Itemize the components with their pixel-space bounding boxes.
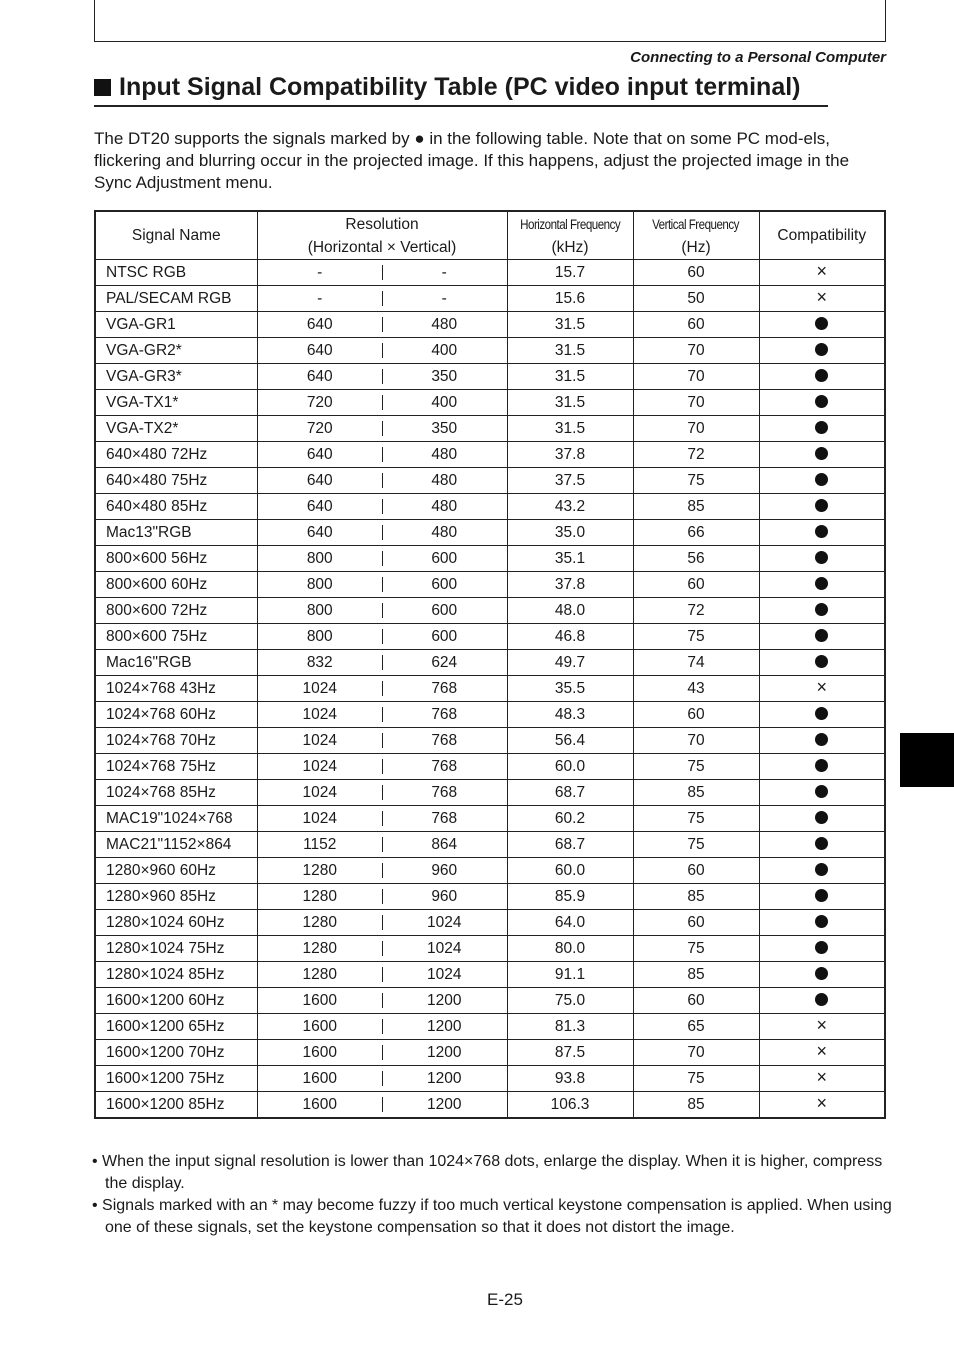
signal-compatibility-table [94, 210, 886, 1119]
horizontal-frequency-cell: 87.5 [507, 1040, 633, 1066]
compatible-dot-icon [815, 707, 828, 720]
vertical-resolution-cell: 768 [382, 780, 507, 806]
table-row [95, 390, 885, 416]
horizontal-frequency-cell: 46.8 [507, 624, 633, 650]
vertical-frequency-cell: 70 [633, 390, 759, 416]
signal-name-cell: 1024×768 43Hz [95, 676, 257, 702]
compatible-dot-icon [815, 629, 828, 642]
horizontal-resolution-cell: 800 [257, 598, 382, 624]
vertical-resolution-cell: 600 [382, 572, 507, 598]
hfreq-header-line2: (kHz) [551, 238, 589, 256]
table-row [95, 572, 885, 598]
compatibility-cell [759, 1092, 885, 1119]
compatibility-cell [759, 780, 885, 806]
compatibility-cell [759, 962, 885, 988]
signal-name-cell: 1600×1200 75Hz [95, 1066, 257, 1092]
vertical-frequency-cell: 75 [633, 468, 759, 494]
compatible-dot-icon [815, 915, 828, 928]
vertical-resolution-cell: 768 [382, 728, 507, 754]
table-row [95, 1014, 885, 1040]
horizontal-resolution-cell: 640 [257, 468, 382, 494]
table-row [95, 858, 885, 884]
vertical-frequency-cell: 75 [633, 806, 759, 832]
signal-name-cell: 1280×1024 85Hz [95, 962, 257, 988]
col-header-resolution [257, 211, 507, 260]
compatibility-cell [759, 468, 885, 494]
vertical-resolution-cell: 480 [382, 494, 507, 520]
signal-name-cell: 1600×1200 65Hz [95, 1014, 257, 1040]
intro-text-1: The DT20 supports the signals marked by [94, 129, 415, 148]
horizontal-resolution-cell: 640 [257, 338, 382, 364]
horizontal-frequency-cell: 15.7 [507, 260, 633, 286]
horizontal-frequency-cell: 43.2 [507, 494, 633, 520]
vertical-resolution-cell: 600 [382, 546, 507, 572]
compatibility-cell [759, 936, 885, 962]
horizontal-frequency-cell: 31.5 [507, 338, 633, 364]
horizontal-frequency-cell: 48.3 [507, 702, 633, 728]
table-row [95, 546, 885, 572]
signal-name-cell: 1280×1024 60Hz [95, 910, 257, 936]
table-row [95, 988, 885, 1014]
horizontal-resolution-cell: 1600 [257, 1066, 382, 1092]
signal-name-cell: 1024×768 60Hz [95, 702, 257, 728]
horizontal-frequency-cell: 60.2 [507, 806, 633, 832]
vertical-resolution-cell: 1200 [382, 1092, 507, 1119]
horizontal-frequency-cell: 80.0 [507, 936, 633, 962]
compatibility-cell [759, 702, 885, 728]
horizontal-frequency-cell: 68.7 [507, 780, 633, 806]
vertical-resolution-cell: 960 [382, 858, 507, 884]
compatibility-cell [759, 728, 885, 754]
footnotes [92, 1151, 892, 1239]
table-row [95, 598, 885, 624]
signal-name-cell: 1600×1200 60Hz [95, 988, 257, 1014]
vertical-frequency-cell: 60 [633, 702, 759, 728]
horizontal-resolution-cell: 1280 [257, 936, 382, 962]
horizontal-resolution-cell: 640 [257, 520, 382, 546]
horizontal-frequency-cell: 15.6 [507, 286, 633, 312]
compatible-dot-icon [815, 967, 828, 980]
compatibility-cell [759, 676, 885, 702]
signal-name-cell: PAL/SECAM RGB [95, 286, 257, 312]
compatibility-cell [759, 364, 885, 390]
horizontal-frequency-cell: 64.0 [507, 910, 633, 936]
horizontal-resolution-cell: 1600 [257, 1014, 382, 1040]
horizontal-frequency-cell: 37.8 [507, 442, 633, 468]
horizontal-resolution-cell: 1600 [257, 988, 382, 1014]
compatibility-cell [759, 910, 885, 936]
compatibility-cell [759, 520, 885, 546]
compatibility-cell [759, 286, 885, 312]
compatibility-cell [759, 260, 885, 286]
vertical-frequency-cell: 70 [633, 338, 759, 364]
vertical-resolution-cell: - [382, 260, 507, 286]
table-row [95, 416, 885, 442]
vertical-frequency-cell: 70 [633, 728, 759, 754]
compatible-dot-icon [815, 551, 828, 564]
horizontal-frequency-cell: 75.0 [507, 988, 633, 1014]
signal-name-cell: VGA-GR3* [95, 364, 257, 390]
table-row [95, 442, 885, 468]
horizontal-frequency-cell: 31.5 [507, 364, 633, 390]
footnote: • When the input signal resolution is lower than 1024×768 dots, enlarge the display. When it is higher, compress the display. [92, 1153, 883, 1192]
compatible-dot-icon [815, 889, 828, 902]
compatibility-cell [759, 312, 885, 338]
signal-name-cell: VGA-TX2* [95, 416, 257, 442]
incompatible-cross-icon: × [816, 260, 827, 281]
compatibility-cell [759, 1014, 885, 1040]
table-row [95, 806, 885, 832]
intro-paragraph [94, 128, 874, 194]
vertical-resolution-cell: 400 [382, 338, 507, 364]
table-row [95, 520, 885, 546]
compatibility-cell [759, 572, 885, 598]
horizontal-frequency-cell: 91.1 [507, 962, 633, 988]
compatible-dot-icon [815, 395, 828, 408]
compatible-dot-icon [815, 785, 828, 798]
horizontal-frequency-cell: 37.8 [507, 572, 633, 598]
signal-name-cell: 640×480 75Hz [95, 468, 257, 494]
compatibility-cell [759, 494, 885, 520]
square-bullet-icon [94, 79, 111, 96]
table-row [95, 754, 885, 780]
signal-name-cell: VGA-TX1* [95, 390, 257, 416]
vertical-frequency-cell: 75 [633, 936, 759, 962]
vertical-frequency-cell: 60 [633, 312, 759, 338]
vfreq-header-line1: Vertical Frequency [652, 216, 740, 232]
table-row [95, 676, 885, 702]
horizontal-resolution-cell: 640 [257, 494, 382, 520]
vertical-frequency-cell: 75 [633, 832, 759, 858]
vertical-resolution-cell: 600 [382, 598, 507, 624]
signal-name-cell: 1280×1024 75Hz [95, 936, 257, 962]
hfreq-header-line1: Horizontal Frequency [519, 216, 621, 232]
compatible-dot-icon [815, 863, 828, 876]
compatible-dot-icon [815, 499, 828, 512]
vertical-frequency-cell: 65 [633, 1014, 759, 1040]
vfreq-header-line2: (Hz) [681, 238, 711, 256]
resolution-header-line2: (Horizontal × Vertical) [307, 238, 457, 256]
vertical-frequency-cell: 50 [633, 286, 759, 312]
chapter-tab [900, 733, 954, 787]
horizontal-frequency-cell: 35.1 [507, 546, 633, 572]
vertical-resolution-cell: 768 [382, 806, 507, 832]
vertical-resolution-cell: 1200 [382, 988, 507, 1014]
horizontal-resolution-cell: 1024 [257, 806, 382, 832]
horizontal-resolution-cell: 1024 [257, 728, 382, 754]
horizontal-resolution-cell: 1600 [257, 1092, 382, 1119]
table-row [95, 1066, 885, 1092]
compatible-dot-icon [815, 837, 828, 850]
compatibility-cell [759, 884, 885, 910]
horizontal-resolution-cell: - [257, 286, 382, 312]
table-row [95, 286, 885, 312]
horizontal-resolution-cell: 640 [257, 364, 382, 390]
signal-name-cell: Mac13"RGB [95, 520, 257, 546]
signal-name-cell: 1024×768 70Hz [95, 728, 257, 754]
compatible-dot-icon [815, 655, 828, 668]
vertical-resolution-cell: 1200 [382, 1066, 507, 1092]
horizontal-resolution-cell: 1024 [257, 676, 382, 702]
vertical-resolution-cell: 768 [382, 702, 507, 728]
vertical-resolution-cell: 1024 [382, 936, 507, 962]
vertical-frequency-cell: 85 [633, 780, 759, 806]
vertical-frequency-cell: 85 [633, 1092, 759, 1119]
signal-name-cell: VGA-GR1 [95, 312, 257, 338]
vertical-frequency-cell: 75 [633, 1066, 759, 1092]
table-row [95, 468, 885, 494]
horizontal-resolution-cell: 1280 [257, 910, 382, 936]
table-row [95, 1040, 885, 1066]
table-row [95, 312, 885, 338]
incompatible-cross-icon: × [816, 1092, 827, 1113]
horizontal-frequency-cell: 85.9 [507, 884, 633, 910]
vertical-frequency-cell: 56 [633, 546, 759, 572]
table-row [95, 338, 885, 364]
table-row [95, 780, 885, 806]
horizontal-resolution-cell: 720 [257, 416, 382, 442]
signal-name-cell: 1024×768 75Hz [95, 754, 257, 780]
col-header-signal-name: Signal Name [95, 211, 257, 260]
compatibility-cell [759, 806, 885, 832]
vertical-resolution-cell: 350 [382, 416, 507, 442]
resolution-header-line1: Resolution [345, 215, 419, 233]
signal-name-cell: 800×600 60Hz [95, 572, 257, 598]
compatibility-cell [759, 1040, 885, 1066]
table-row [95, 494, 885, 520]
vertical-resolution-cell: 960 [382, 884, 507, 910]
compatible-dot-icon [815, 369, 828, 382]
signal-name-cell: 1024×768 85Hz [95, 780, 257, 806]
table-row [95, 702, 885, 728]
horizontal-resolution-cell: 832 [257, 650, 382, 676]
compatible-mark-icon: ● [414, 129, 425, 148]
horizontal-resolution-cell: 720 [257, 390, 382, 416]
signal-name-cell: Mac16"RGB [95, 650, 257, 676]
horizontal-resolution-cell: 1280 [257, 962, 382, 988]
compatibility-cell [759, 390, 885, 416]
table-row [95, 910, 885, 936]
table-row [95, 260, 885, 286]
compatible-dot-icon [815, 343, 828, 356]
compatibility-cell [759, 416, 885, 442]
vertical-frequency-cell: 75 [633, 754, 759, 780]
table-row [95, 962, 885, 988]
signal-name-cell: 640×480 72Hz [95, 442, 257, 468]
vertical-frequency-cell: 60 [633, 858, 759, 884]
col-header-vertical-frequency [633, 211, 759, 260]
footnote: • Signals marked with an * may become fuzzy if too much vertical keystone compensation is applied. When using one of these signals, set the keystone compensation so that it does not distort the image. [92, 1197, 892, 1236]
horizontal-frequency-cell: 48.0 [507, 598, 633, 624]
compatible-dot-icon [815, 603, 828, 616]
incompatible-cross-icon: × [816, 1040, 827, 1061]
compatibility-cell [759, 650, 885, 676]
col-header-horizontal-frequency [507, 211, 633, 260]
vertical-resolution-cell: 768 [382, 754, 507, 780]
signal-name-cell: MAC21"1152×864 [95, 832, 257, 858]
horizontal-frequency-cell: 81.3 [507, 1014, 633, 1040]
horizontal-resolution-cell: 1600 [257, 1040, 382, 1066]
vertical-frequency-cell: 85 [633, 494, 759, 520]
horizontal-resolution-cell: 1280 [257, 884, 382, 910]
horizontal-resolution-cell: 800 [257, 546, 382, 572]
vertical-resolution-cell: 768 [382, 676, 507, 702]
vertical-frequency-cell: 72 [633, 442, 759, 468]
compatibility-cell [759, 988, 885, 1014]
header-frame [94, 0, 886, 42]
horizontal-resolution-cell: 1024 [257, 780, 382, 806]
compatibility-cell [759, 338, 885, 364]
table-row [95, 936, 885, 962]
vertical-resolution-cell: 1200 [382, 1040, 507, 1066]
compatibility-cell [759, 442, 885, 468]
signal-name-cell: 800×600 56Hz [95, 546, 257, 572]
table-row [95, 884, 885, 910]
vertical-frequency-cell: 85 [633, 884, 759, 910]
vertical-resolution-cell: 864 [382, 832, 507, 858]
vertical-resolution-cell: 480 [382, 468, 507, 494]
page-title [94, 70, 828, 107]
vertical-resolution-cell: 1024 [382, 910, 507, 936]
compatible-dot-icon [815, 733, 828, 746]
vertical-resolution-cell: 400 [382, 390, 507, 416]
vertical-resolution-cell: 1024 [382, 962, 507, 988]
compatible-dot-icon [815, 473, 828, 486]
vertical-frequency-cell: 60 [633, 572, 759, 598]
compatible-dot-icon [815, 525, 828, 538]
horizontal-frequency-cell: 68.7 [507, 832, 633, 858]
table-row [95, 728, 885, 754]
compatibility-cell [759, 1066, 885, 1092]
vertical-resolution-cell: 1200 [382, 1014, 507, 1040]
horizontal-frequency-cell: 35.0 [507, 520, 633, 546]
col-header-compatibility: Compatibility [759, 211, 885, 260]
signal-name-cell: 800×600 75Hz [95, 624, 257, 650]
compatible-dot-icon [815, 993, 828, 1006]
compatibility-cell [759, 624, 885, 650]
signal-name-cell: MAC19"1024×768 [95, 806, 257, 832]
vertical-frequency-cell: 60 [633, 260, 759, 286]
signal-name-cell: 1280×960 85Hz [95, 884, 257, 910]
table-row [95, 1092, 885, 1119]
vertical-frequency-cell: 60 [633, 910, 759, 936]
page-title-text: Input Signal Compatibility Table (PC video input terminal) [119, 73, 801, 101]
compatible-dot-icon [815, 421, 828, 434]
compatibility-cell [759, 858, 885, 884]
incompatible-cross-icon: × [816, 1014, 827, 1035]
compatible-dot-icon [815, 759, 828, 772]
horizontal-resolution-cell: 640 [257, 442, 382, 468]
signal-name-cell: 1600×1200 85Hz [95, 1092, 257, 1119]
compatible-dot-icon [815, 577, 828, 590]
vertical-resolution-cell: 600 [382, 624, 507, 650]
horizontal-resolution-cell: 1280 [257, 858, 382, 884]
compatible-dot-icon [815, 317, 828, 330]
horizontal-frequency-cell: 56.4 [507, 728, 633, 754]
signal-name-cell: NTSC RGB [95, 260, 257, 286]
horizontal-frequency-cell: 31.5 [507, 390, 633, 416]
compatible-dot-icon [815, 811, 828, 824]
horizontal-resolution-cell: 1024 [257, 754, 382, 780]
vertical-resolution-cell: - [382, 286, 507, 312]
table-row [95, 650, 885, 676]
signal-name-cell: 1280×960 60Hz [95, 858, 257, 884]
compatible-dot-icon [815, 447, 828, 460]
vertical-frequency-cell: 66 [633, 520, 759, 546]
vertical-frequency-cell: 70 [633, 364, 759, 390]
compatible-dot-icon [815, 941, 828, 954]
incompatible-cross-icon: × [816, 1066, 827, 1087]
compatibility-cell [759, 832, 885, 858]
vertical-frequency-cell: 75 [633, 624, 759, 650]
horizontal-resolution-cell: - [257, 260, 382, 286]
horizontal-frequency-cell: 37.5 [507, 468, 633, 494]
horizontal-frequency-cell: 31.5 [507, 416, 633, 442]
vertical-frequency-cell: 74 [633, 650, 759, 676]
compatibility-cell [759, 598, 885, 624]
table-row [95, 624, 885, 650]
signal-name-cell: VGA-GR2* [95, 338, 257, 364]
vertical-frequency-cell: 70 [633, 416, 759, 442]
vertical-resolution-cell: 480 [382, 520, 507, 546]
vertical-resolution-cell: 624 [382, 650, 507, 676]
horizontal-frequency-cell: 106.3 [507, 1092, 633, 1119]
incompatible-cross-icon: × [816, 286, 827, 307]
horizontal-frequency-cell: 35.5 [507, 676, 633, 702]
vertical-frequency-cell: 70 [633, 1040, 759, 1066]
vertical-resolution-cell: 350 [382, 364, 507, 390]
incompatible-cross-icon: × [816, 676, 827, 697]
horizontal-frequency-cell: 60.0 [507, 754, 633, 780]
horizontal-resolution-cell: 800 [257, 572, 382, 598]
horizontal-frequency-cell: 49.7 [507, 650, 633, 676]
table-row [95, 832, 885, 858]
table-row [95, 364, 885, 390]
horizontal-resolution-cell: 1152 [257, 832, 382, 858]
vertical-resolution-cell: 480 [382, 312, 507, 338]
signal-name-cell: 1600×1200 70Hz [95, 1040, 257, 1066]
horizontal-frequency-cell: 31.5 [507, 312, 633, 338]
page-number: E-25 [487, 1290, 523, 1309]
intro-text-2: in the following table. Note that on some PC mod-els, flickering and blurring occur in the projected image. If this happens, adjust the projected image in the Sync Adjustment menu. [94, 129, 850, 192]
vertical-frequency-cell: 43 [633, 676, 759, 702]
compatibility-cell [759, 754, 885, 780]
horizontal-frequency-cell: 60.0 [507, 858, 633, 884]
compatibility-cell [759, 546, 885, 572]
horizontal-frequency-cell: 93.8 [507, 1066, 633, 1092]
vertical-frequency-cell: 60 [633, 988, 759, 1014]
horizontal-resolution-cell: 800 [257, 624, 382, 650]
signal-name-cell: 800×600 72Hz [95, 598, 257, 624]
vertical-resolution-cell: 480 [382, 442, 507, 468]
vertical-frequency-cell: 72 [633, 598, 759, 624]
vertical-frequency-cell: 85 [633, 962, 759, 988]
horizontal-resolution-cell: 640 [257, 312, 382, 338]
signal-name-cell: 640×480 85Hz [95, 494, 257, 520]
running-head: Connecting to a Personal Computer [630, 49, 886, 66]
horizontal-resolution-cell: 1024 [257, 702, 382, 728]
